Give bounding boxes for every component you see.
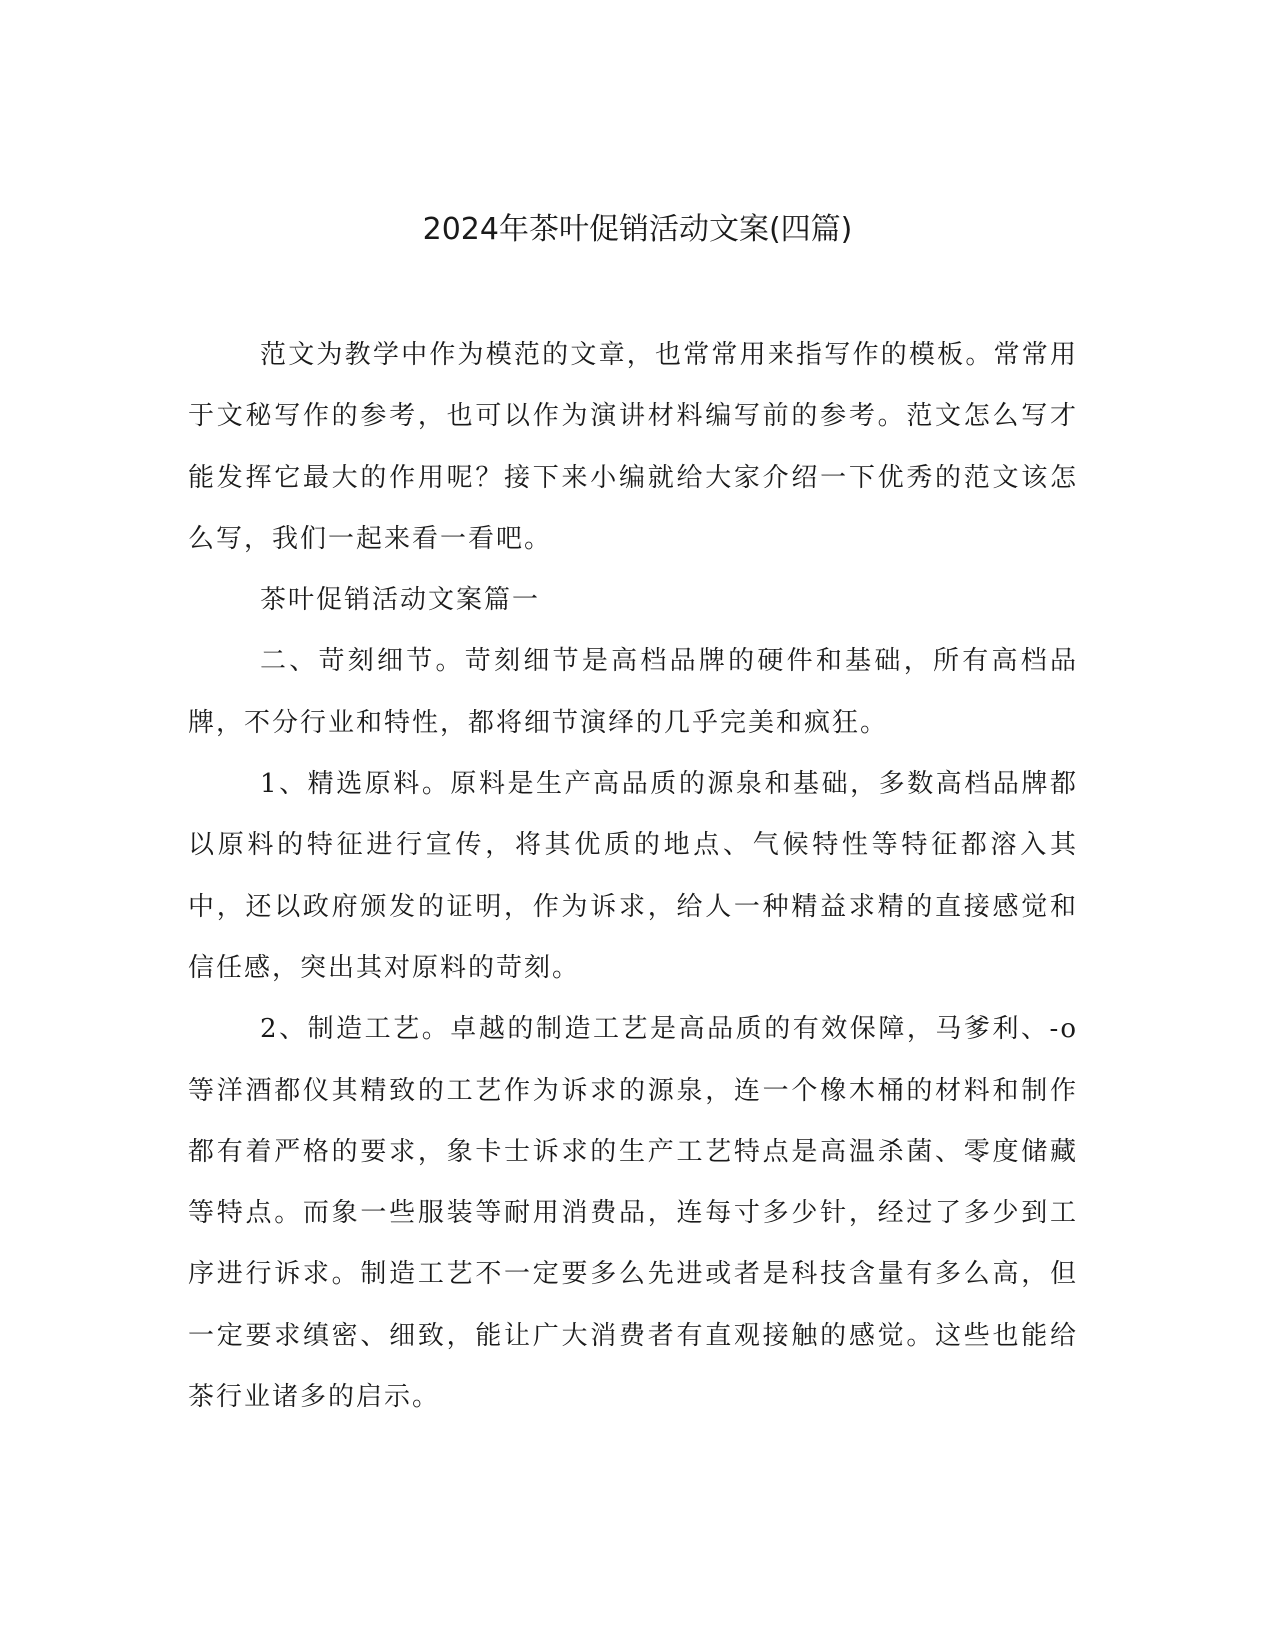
paragraph-intro: 范文为教学中作为模范的文章，也常常用来指写作的模板。常常用于文秘写作的参考，也可以作为演讲材料编写前的参考。范文怎么写才能发挥它最大的作用呢？接下来小编就给大家介绍一下优秀的范文该怎么写，我们一起来看一看吧。 [188,340,1078,554]
document-title: 2024年茶叶促销活动文案(四篇) [422,212,853,247]
paragraph-raw-materials: 1、精选原料。原料是生产高品质的源泉和基础，多数高档品牌都以原料的特征进行宣传，将其优质的地点、气候特性等特征都溶入其中，还以政府颁发的证明，作为诉求，给人一种精益求精的直接感觉和信任感，突出其对原料的苛刻。 [188,769,1078,983]
document-body [188,325,1078,1428]
paragraph-details: 二、苛刻细节。苛刻细节是高档品牌的硬件和基础，所有高档品牌，不分行业和特性，都将细节演绎的几乎完美和疯狂。 [188,646,1078,738]
section-heading: 茶叶促销活动文案篇一 [260,585,541,616]
paragraph-craftsmanship: 2、制造工艺。卓越的制造工艺是高品质的有效保障，马爹利、-o等洋酒都仪其精致的工艺作为诉求的源泉，连一个橡木桶的材料和制作都有着严格的要求，象卡士诉求的生产工艺特点是高温杀菌、零度储藏等特点。而象一些服装等耐用消费品，连每寸多少针，经过了多少到工序进行诉求。制造工艺不一定要多么先进或者是科技含量有多么高，但一定要求缜密、细致，能让广大消费者有直观接触的感觉。这些也能给茶行业诸多的启示。 [188,1014,1078,1413]
